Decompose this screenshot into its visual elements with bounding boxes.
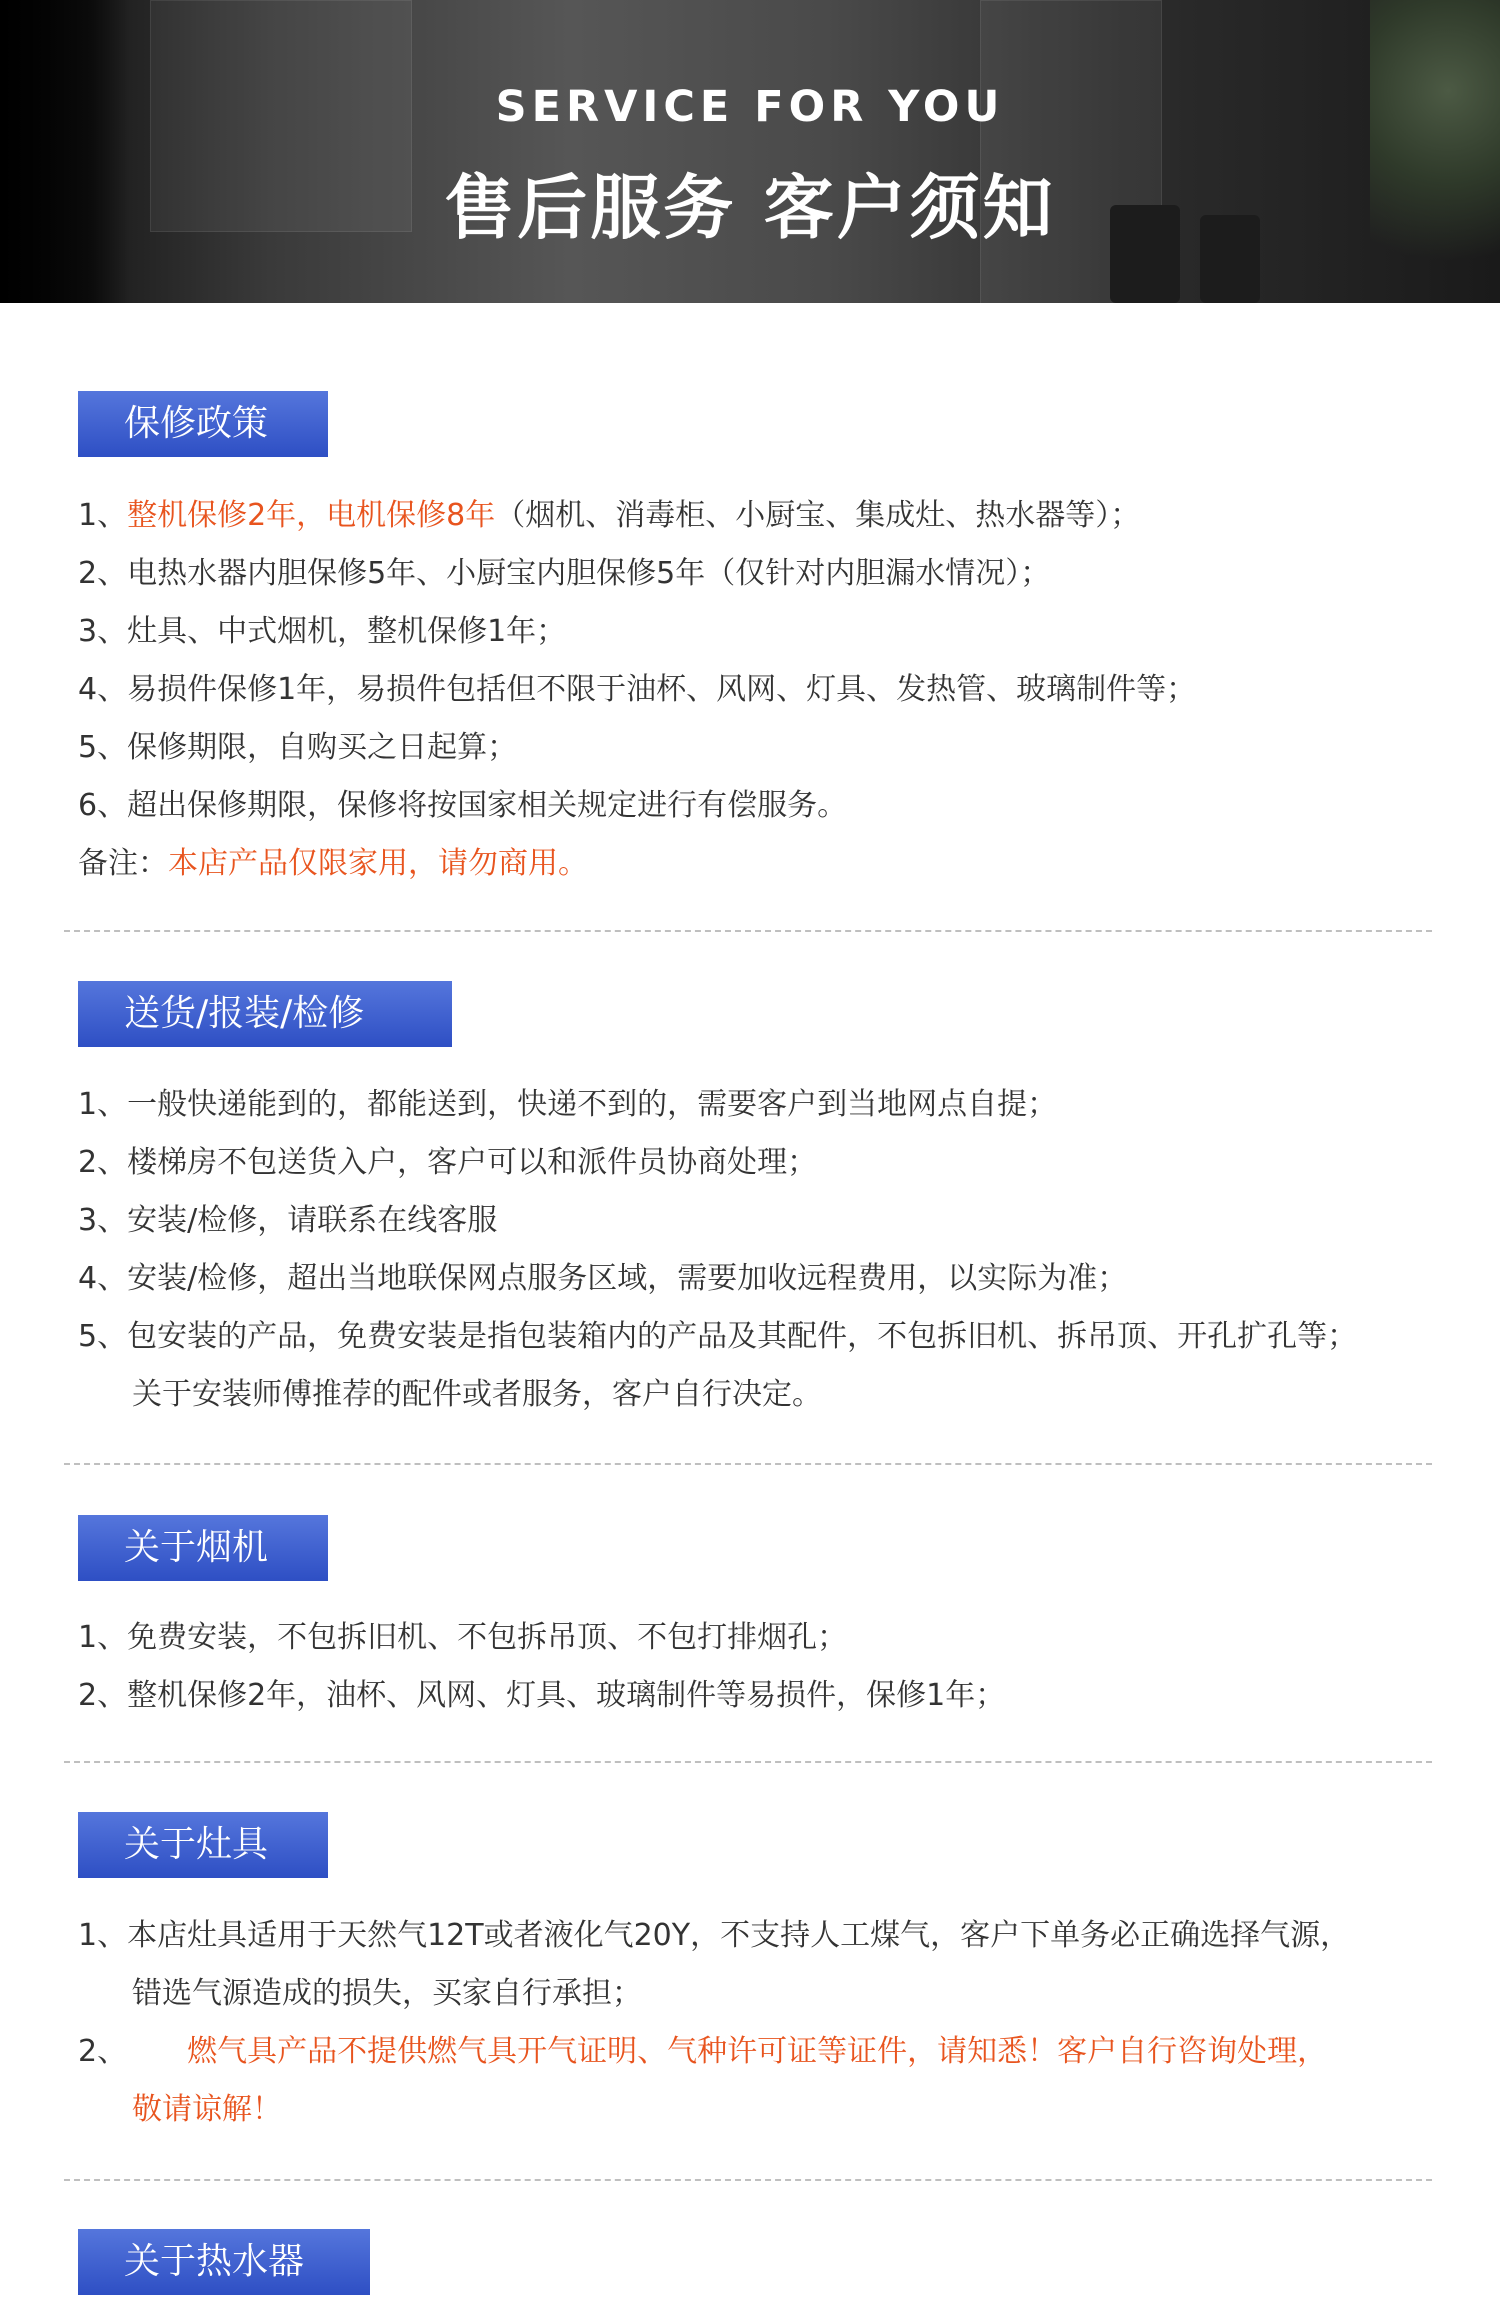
stove-list	[78, 1907, 1350, 2139]
list-item	[78, 1192, 1357, 1250]
header-banner	[0, 0, 1500, 303]
range-hood-list	[78, 1609, 1005, 1725]
item-text: 灶具、中式烟机，整机保修1年；	[127, 614, 567, 649]
item-number: 3、	[78, 1203, 128, 1238]
list-item	[78, 661, 1196, 719]
section-divider	[64, 2179, 1432, 2181]
item-number: 1、	[78, 1620, 128, 1655]
item-number: 5、	[78, 730, 128, 765]
list-item	[78, 1907, 1350, 1965]
list-item	[78, 487, 1196, 545]
item-text: 错选气源造成的损失，买家自行承担；	[132, 1976, 642, 2011]
item-highlight: 整机保修2年，电机保修8年	[127, 498, 496, 533]
list-item	[78, 545, 1196, 603]
item-number: 2、	[78, 556, 128, 591]
list-item	[78, 603, 1196, 661]
section-title-range-hood: 关于烟机	[78, 1515, 328, 1581]
section-title-water-heater: 关于热水器	[78, 2229, 370, 2295]
item-text: 关于安装师傅推荐的配件或者服务，客户自行决定。	[132, 1377, 822, 1412]
item-number: 1、	[78, 498, 128, 533]
item-highlight: 燃气具产品不提供燃气具开气证明、气种许可证等证件，请知悉！客户自行咨询处理，	[187, 2034, 1328, 2069]
item-highlight: 敬请谅解！	[132, 2092, 282, 2127]
item-number: 4、	[78, 672, 128, 707]
list-item-continuation	[78, 1366, 1357, 1424]
item-text: 本店灶具适用于天然气12T或者液化气20Y，不支持人工煤气，客户下单务必正确选择气源，	[127, 1918, 1351, 1953]
item-text: 超出保修期限，保修将按国家相关规定进行有偿服务。	[127, 788, 848, 823]
item-text: 包安装的产品，免费安装是指包装箱内的产品及其配件，不包拆旧机、拆吊顶、开孔扩孔等；	[127, 1319, 1358, 1354]
item-text: 免费安装，不包拆旧机、不包拆吊顶、不包打排烟孔；	[127, 1620, 848, 1655]
remark-label: 备注：	[78, 846, 168, 881]
remark-text: 本店产品仅限家用，请勿商用。	[168, 846, 588, 881]
section-title-stove: 关于灶具	[78, 1812, 328, 1878]
list-item	[78, 1134, 1357, 1192]
item-number: 6、	[78, 788, 128, 823]
item-number: 5、	[78, 1319, 128, 1354]
item-text: （烟机、消毒柜、小厨宝、集成灶、热水器等）；	[495, 498, 1141, 533]
list-item	[78, 777, 1196, 835]
item-text: 整机保修2年，油杯、风网、灯具、玻璃制件等易损件，保修1年；	[127, 1678, 1006, 1713]
section-title-delivery: 送货/报装/检修	[78, 981, 452, 1047]
item-text: 楼梯房不包送货入户，客户可以和派件员协商处理；	[127, 1145, 818, 1180]
item-text: 电热水器内胆保修5年、小厨宝内胆保修5年（仅针对内胆漏水情况）；	[127, 556, 1051, 591]
list-item	[78, 1667, 1005, 1725]
item-number: 2、	[78, 2034, 128, 2069]
banner-en-title: SERVICE FOR YOU	[495, 82, 1005, 132]
list-item	[78, 1250, 1357, 1308]
section-divider	[64, 1761, 1432, 1763]
section-divider	[64, 930, 1432, 932]
list-item-continuation	[78, 2081, 1350, 2139]
item-number: 3、	[78, 614, 128, 649]
warranty-list	[78, 487, 1196, 893]
list-item	[78, 1609, 1005, 1667]
list-item	[78, 1076, 1357, 1134]
list-item	[78, 2023, 1350, 2081]
item-text: 保修期限，自购买之日起算；	[127, 730, 518, 765]
section-divider	[64, 1463, 1432, 1465]
remark-item	[78, 835, 1196, 893]
item-text: 安装/检修，超出当地联保网点服务区域，需要加收远程费用，以实际为准；	[127, 1261, 1128, 1296]
item-number: 1、	[78, 1087, 128, 1122]
item-number: 2、	[78, 1678, 128, 1713]
banner-cn-title: 售后服务 客户须知	[444, 167, 1056, 249]
list-item-continuation	[78, 1965, 1350, 2023]
item-number: 1、	[78, 1918, 128, 1953]
list-item	[78, 719, 1196, 777]
section-title-warranty: 保修政策	[78, 391, 328, 457]
item-number: 2、	[78, 1145, 128, 1180]
item-text: 易损件保修1年，易损件包括但不限于油杯、风网、灯具、发热管、玻璃制件等；	[127, 672, 1197, 707]
item-text: 一般快递能到的，都能送到，快递不到的，需要客户到当地网点自提；	[127, 1087, 1058, 1122]
list-item	[78, 1308, 1357, 1366]
delivery-list	[78, 1076, 1357, 1424]
item-number: 4、	[78, 1261, 128, 1296]
item-text: 安装/检修，请联系在线客服	[127, 1203, 498, 1238]
